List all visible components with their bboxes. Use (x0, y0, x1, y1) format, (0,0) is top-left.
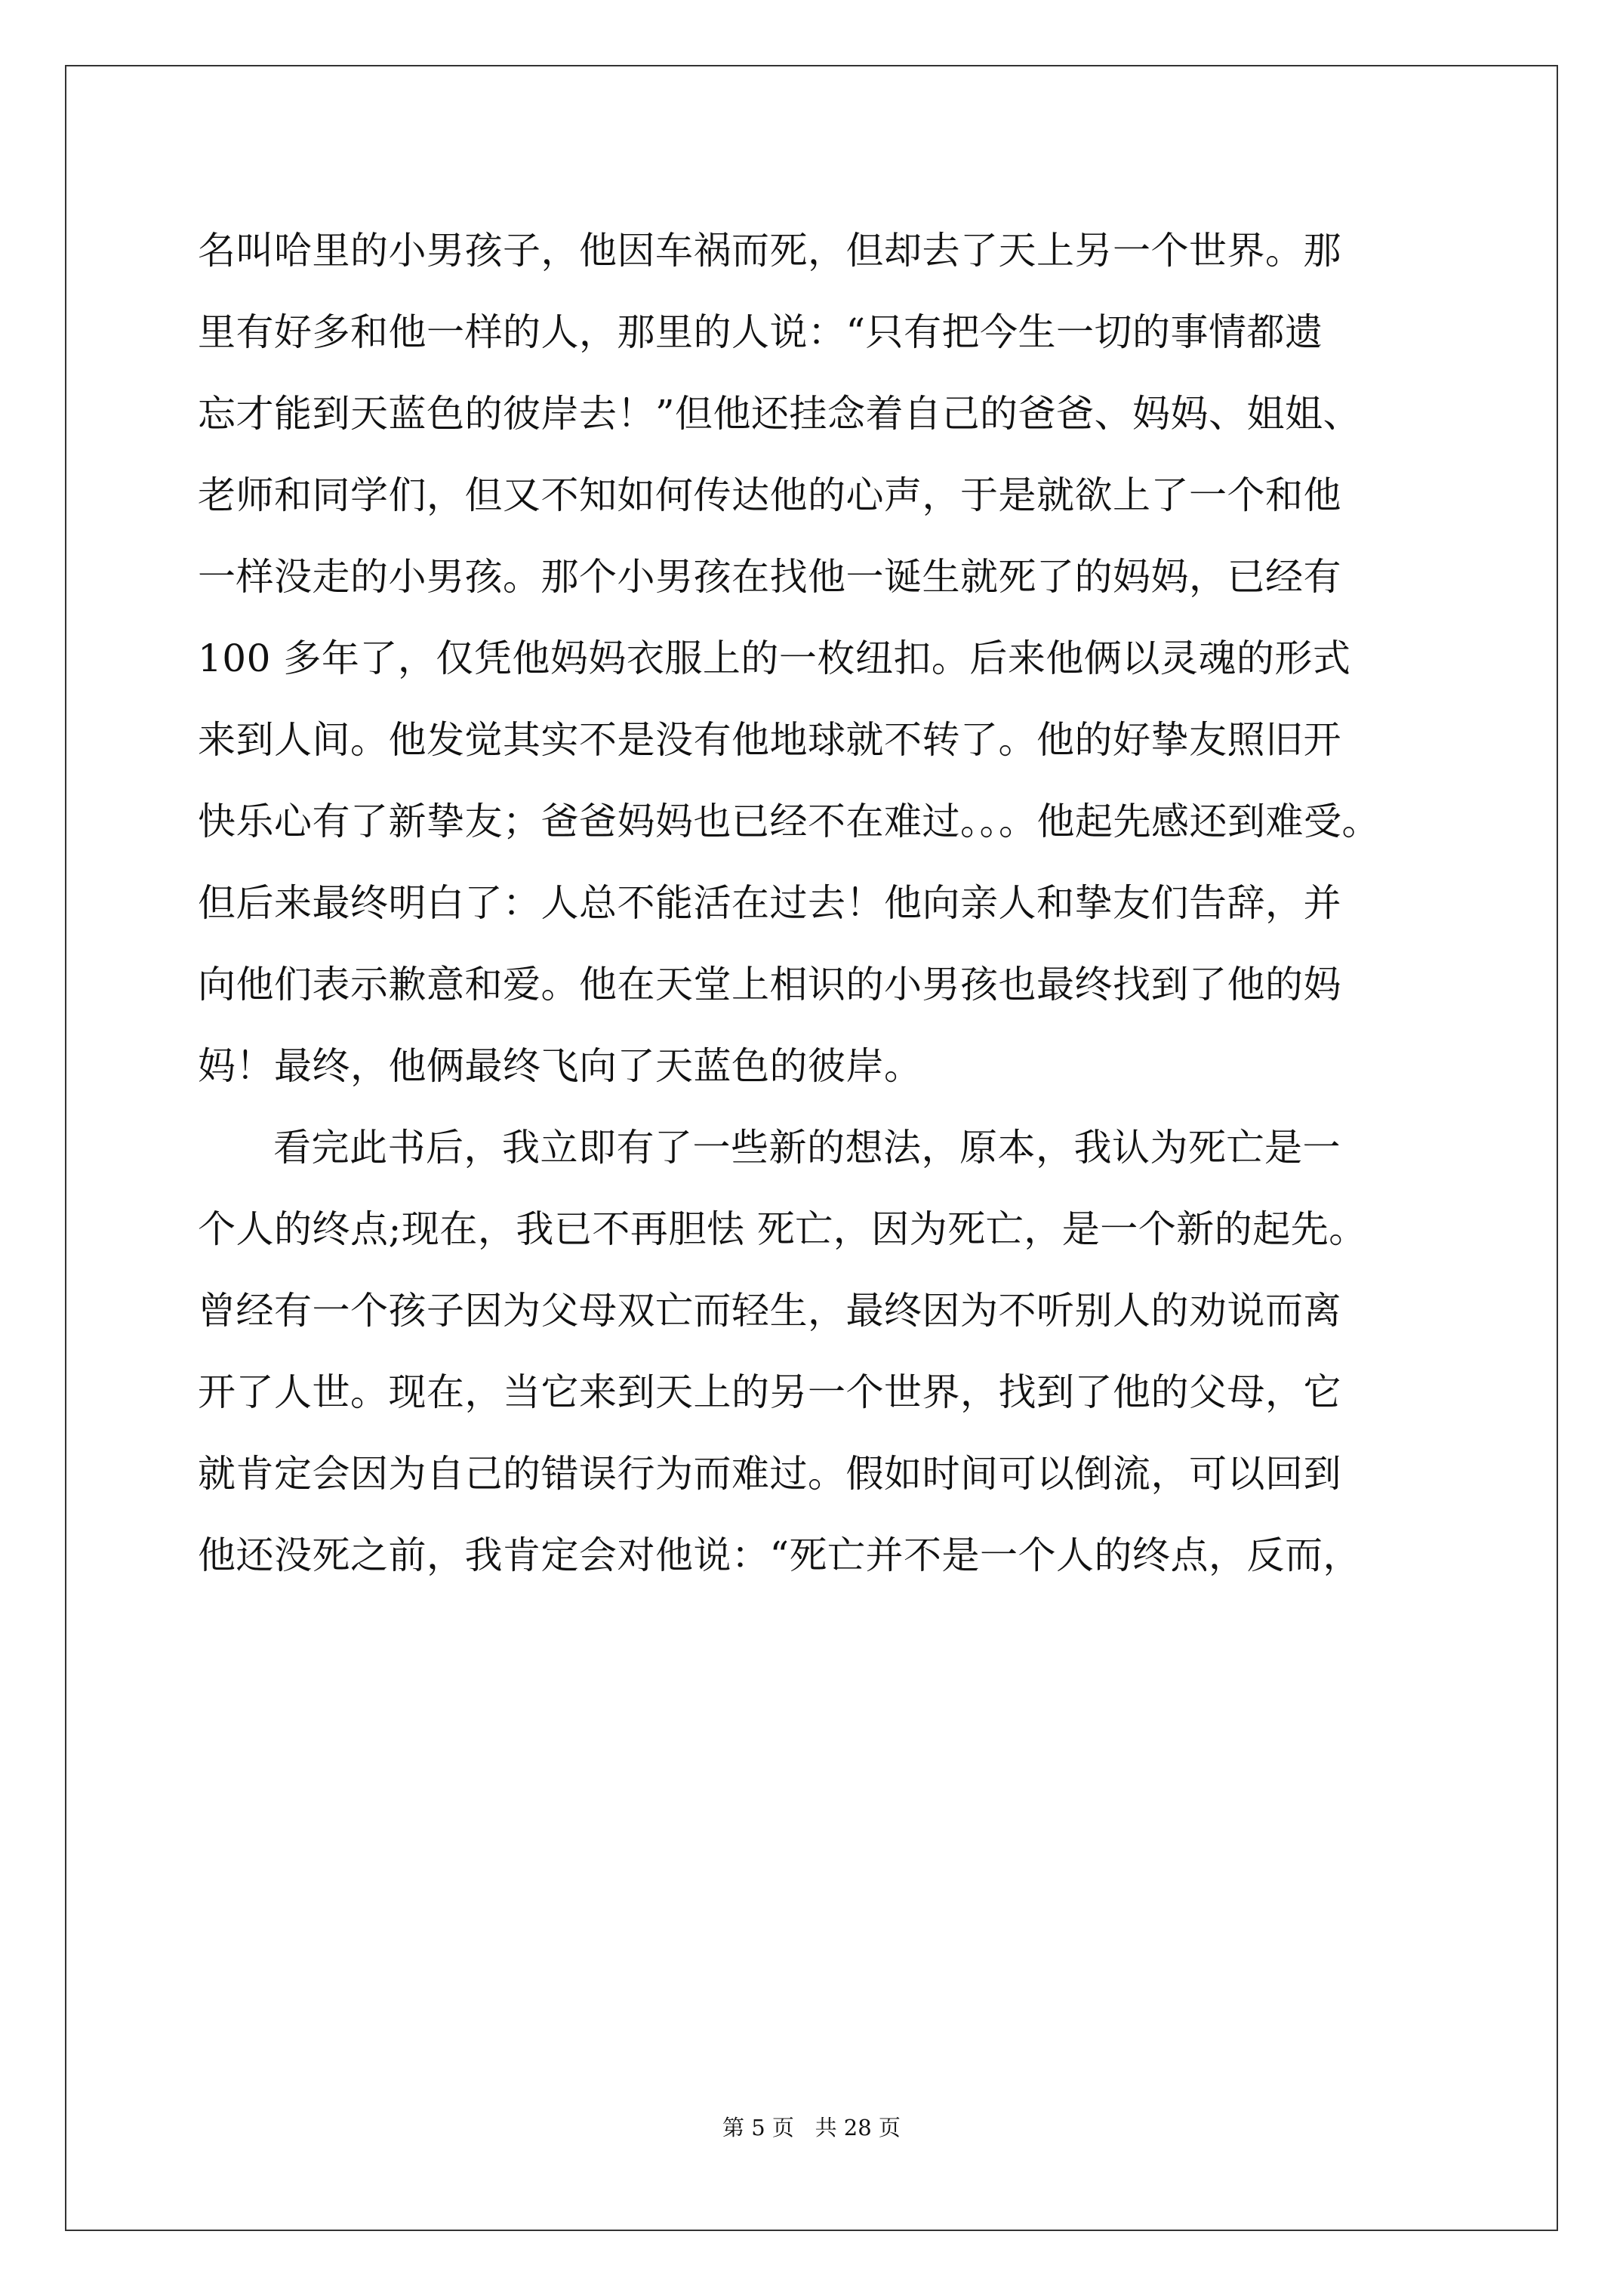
text-line: 里有好多和他一样的人，那里的人说：“只有把今生一切的事情都遗 (198, 310, 1323, 354)
text-line: 妈！最终，他俩最终飞向了天蓝色的彼岸。 (198, 1044, 922, 1088)
text-line: 就肯定会因为自己的错误行为而难过。假如时间可以倒流，可以回到 (198, 1452, 1341, 1496)
text-line: 100 多年了，仅凭他妈妈衣服上的一枚纽扣。后来他俩以灵魂的形式 (198, 636, 1351, 680)
text-line: 但后来最终明白了：人总不能活在过去！他向亲人和挚友们告辞，并 (198, 881, 1341, 925)
text-line: 名叫哈里的小男孩子，他因车祸而死，但却去了天上另一个世界。那 (198, 229, 1341, 273)
text-line: 快乐心有了新挚友；爸爸妈妈也已经不在难过。。。他起先感还到难受。 (198, 800, 1380, 843)
text-line: 来到人间。他发觉其实不是没有他地球就不转了。他的好挚友照旧开 (198, 718, 1341, 762)
text-line: 忘才能到天蓝色的彼岸去！”但他还挂念着自己的爸爸、妈妈、姐姐、 (198, 392, 1362, 436)
text-line: 向他们表示歉意和爱。他在天堂上相识的小男孩也最终找到了他的妈 (198, 963, 1341, 1006)
body-text (198, 210, 1436, 1596)
text-line: 曾经有一个孩子因为父母双亡而轻生，最终因为不听别人的劝说而离 (198, 1289, 1341, 1333)
paragraph-first-line: 看完此书后，我立即有了一些新的想法，原本，我认为死亡是一 (273, 1126, 1341, 1170)
text-line: 个人的终点;现在，我已不再胆怯 死亡，因为死亡，是一个新的起先。 (198, 1207, 1367, 1251)
text-line: 老师和同学们，但又不知如何传达他的心声，于是就欲上了一个和他 (198, 473, 1341, 517)
text-line: 开了人世。现在，当它来到天上的另一个世界，找到了他的父母，它 (198, 1370, 1341, 1414)
text-line: 一样没走的小男孩。那个小男孩在找他一诞生就死了的妈妈，已经有 (198, 555, 1341, 599)
page-number-footer: 第 5 页 共 28 页 (722, 2115, 901, 2140)
text-line: 他还没死之前，我肯定会对他说：“死亡并不是一个人的终点，反而， (198, 1533, 1362, 1577)
